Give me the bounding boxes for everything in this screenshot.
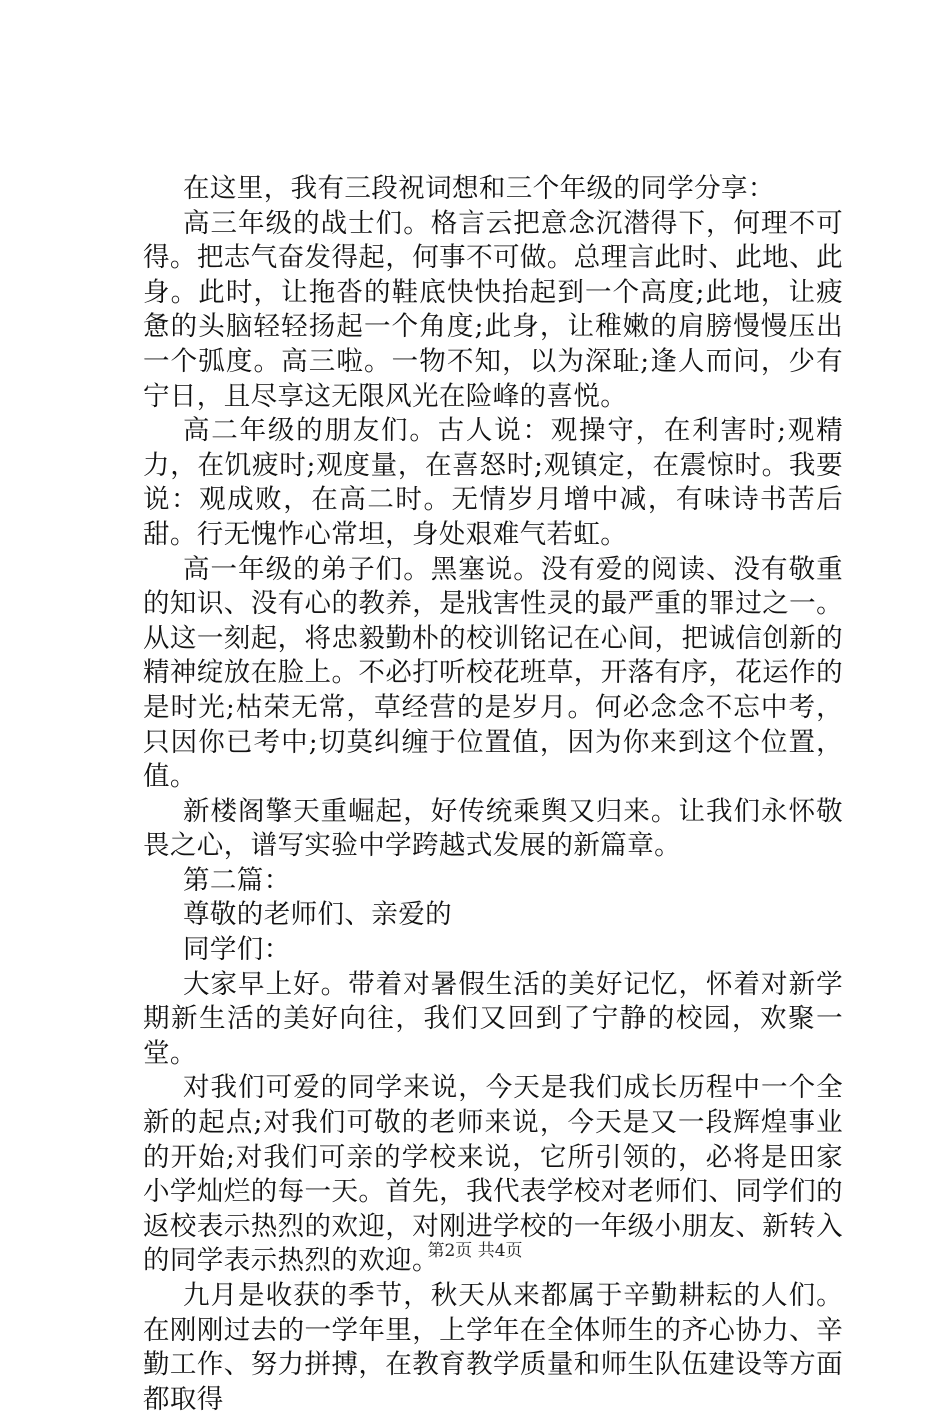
document-body (143, 172, 843, 1417)
salutation-line-1: 尊敬的老师们、亲爱的 (183, 899, 452, 931)
paragraph-september: 九月是收获的季节，秋天从来都属于辛勤耕耘的人们。在刚刚过去的一学年里，上学年在全体师生的齐心协力、辛勤工作、努力拼搏，在教育教学质量和师生队伍建设等方面都取得 (143, 1280, 843, 1415)
salutation-line-2: 同学们： (183, 934, 291, 966)
paragraph-grade-three: 高三年级的战士们。格言云把意念沉潜得下，何理不可得。把志气奋发得起，何事不可做。总理言此时、此地、此身。此时，让拖沓的鞋底快快抬起到一个高度;此地，让疲惫的头脑轻轻扬起一个角度;此身，让稚嫩的肩膀慢慢压出一个弧度。高三啦。一物不知，以为深耻;逢人而问，少有宁日，且尽享这无限风光在险峰的喜悦。 (143, 207, 843, 412)
paragraph-intro: 在这里，我有三段祝词想和三个年级的同学分享： (183, 173, 775, 204)
section-heading: 第二篇： (183, 864, 291, 896)
paragraph-grade-one: 高一年级的弟子们。黑塞说。没有爱的阅读、没有敬重的知识、没有心的教养，是戕害性灵的最严重的罪过之一。从这一刻起，将忠毅勤朴的校训铭记在心间，把诚信创新的精神绽放在脸上。不必打听校花班草，开落有序，花运作的是时光;枯荣无常，草经营的是岁月。何必念念不忘中考，只因你已考中;切莫纠缠于位置值，因为你来到这个位置，值。 (143, 553, 843, 793)
paragraph-greeting: 大家早上好。带着对暑假生活的美好记忆，怀着对新学期新生活的美好向往，我们又回到了宁静的校园，欢聚一堂。 (143, 968, 843, 1069)
paragraph-welcome: 对我们可爱的同学来说，今天是我们成长历程中一个全新的起点;对我们可敬的老师来说，今天是又一段辉煌事业的开始;对我们可亲的学校来说，它所引领的，必将是田家小学灿烂的每一天。首先，我代表学校对老师们、同学们的返校表示热烈的欢迎，对刚进学校的一年级小朋友、新转入的同学表示热烈的欢迎。 (143, 1072, 843, 1277)
paragraph-grade-two: 高二年级的朋友们。古人说：观操守，在利害时;观精力，在饥疲时;观度量，在喜怒时;观镇定，在震惊时。我要说：观成败，在高二时。无情岁月增中减，有味诗书苦后甜。行无愧怍心常坦，身处艰难气若虹。 (143, 415, 843, 550)
page-number-footer: 第2页 共4页 (427, 1241, 523, 1261)
paragraph-closing: 新楼阁擎天重崛起，好传统乘舆又归来。让我们永怀敬畏之心，谱写实验中学跨越式发展的新篇章。 (143, 795, 843, 862)
